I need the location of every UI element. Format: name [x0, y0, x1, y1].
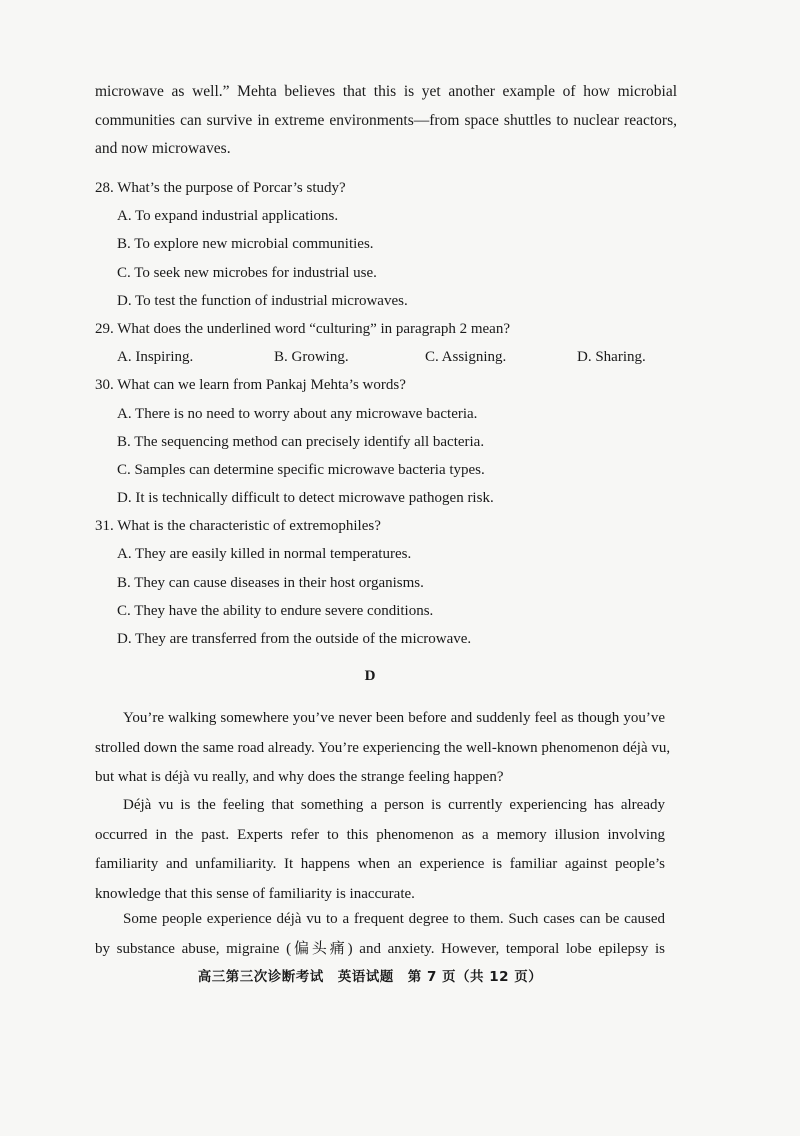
option-b: B. Growing. — [274, 349, 349, 366]
passage-line: by substance abuse, migraine (偏头痛) and anxiety. However, temporal lobe epilepsy is — [95, 940, 665, 957]
passage-line: knowledge that this sense of familiarity is inaccurate. — [95, 885, 415, 902]
option-a: A. There is no need to worry about any microwave bacteria. — [117, 405, 478, 422]
option-d: D. It is technically difficult to detect microwave pathogen risk. — [117, 490, 494, 507]
option-row — [95, 343, 695, 371]
passage-paragraph-2 — [95, 791, 665, 909]
option-c: C. They have the ability to endure severe conditions. — [117, 602, 434, 619]
page-footer: 高三第三次诊断考试 英语试题 第 7 页（共 12 页） — [197, 969, 543, 985]
option-b: B. To explore new microbial communities. — [117, 236, 374, 253]
option-a: A. To expand industrial applications. — [117, 208, 339, 225]
passage-line: familiarity and unfamiliarity. It happens when an experience is familiar against people’s — [95, 856, 665, 872]
option-a: A. Inspiring. — [117, 349, 194, 366]
passage-line: but what is déjà vu really, and why does the strange feeling happen? — [95, 769, 504, 785]
passage-paragraph-1 — [95, 704, 671, 793]
passage-paragraph-3 — [95, 905, 665, 964]
intro-line: communities can survive in extreme environments—from space shuttles to nuclear reactors, — [95, 111, 677, 129]
question-29 — [95, 315, 695, 371]
question-28 — [95, 174, 695, 315]
passage-line: occurred in the past. Experts refer to this phenomenon as a memory illusion involving — [95, 826, 665, 843]
option-c: C. To seek new microbes for industrial use. — [117, 264, 377, 281]
intro-paragraph — [95, 78, 677, 164]
question-stem: 31. What is the characteristic of extremophiles? — [95, 518, 381, 535]
option-b: B. The sequencing method can precisely identify all bacteria. — [117, 433, 485, 450]
passage-line: You’re walking somewhere you’ve never been before and suddenly feel as though you’ve — [123, 710, 665, 726]
passage-line: Some people experience déjà vu to a frequent degree to them. Such cases can be caused — [123, 911, 665, 927]
option-b: B. They can cause diseases in their host organisms. — [117, 574, 424, 591]
option-d: D. Sharing. — [577, 349, 646, 366]
intro-line: microwave as well.” Mehta believes that this is yet another example of how microbial — [95, 83, 677, 100]
option-a: A. They are easily killed in normal temperatures. — [117, 546, 412, 563]
option-d: D. They are transferred from the outside of the microwave. — [117, 631, 472, 647]
option-d: D. To test the function of industrial microwaves. — [117, 292, 408, 309]
option-c: C. Assigning. — [425, 349, 507, 366]
question-stem: 28. What’s the purpose of Porcar’s study? — [95, 180, 346, 196]
intro-line: and now microwaves. — [95, 140, 231, 157]
section-heading: D — [364, 668, 376, 684]
question-stem: 29. What does the underlined word “culturing” in paragraph 2 mean? — [95, 320, 510, 337]
question-list — [95, 174, 695, 653]
question-30 — [95, 371, 695, 512]
passage-line: Déjà vu is the feeling that something a person is currently experiencing has already — [123, 797, 665, 813]
question-stem: 30. What can we learn from Pankaj Mehta’s words? — [95, 377, 406, 394]
option-c: C. Samples can determine specific microwave bacteria types. — [117, 461, 485, 478]
passage-line: strolled down the same road already. You’re experiencing the well-known phenomenon déjà vu, — [95, 739, 671, 756]
question-31 — [95, 512, 695, 653]
